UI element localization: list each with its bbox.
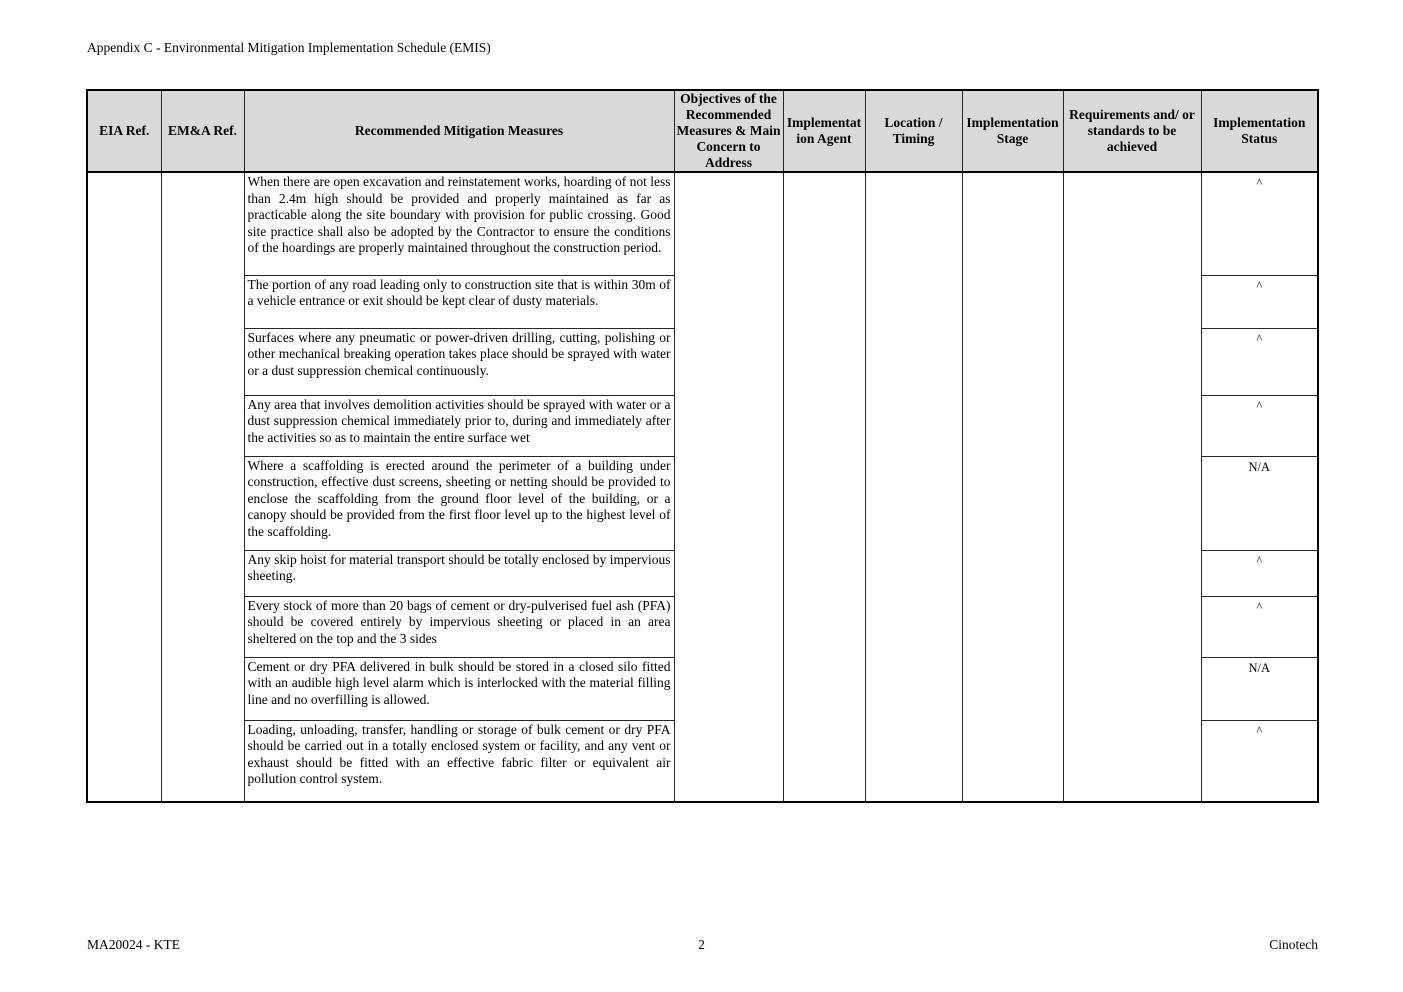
cell-measure: The portion of any road leading only to construction site that is within 30m of a vehicle entrance or exit should be kept clear of dusty materials. [244,275,674,328]
table-header-row [87,90,1318,172]
cell-location-timing [865,172,962,802]
cell-implementation-agent [783,172,865,802]
footer-document-ref: MA20024 - KTE [87,937,180,952]
cell-implementation-status: ^ [1201,550,1318,596]
col-header-implementation-status: Implementation Status [1201,90,1318,172]
cell-objectives [674,172,783,802]
cell-measure: Loading, unloading, transfer, handling or storage of bulk cement or dry PFA should be carried out in a totally enclosed system or facility, and any vent or exhaust should be fitted with an effective fabric filter or equivalent air pollution control system. [244,720,674,802]
cell-implementation-status: N/A [1201,657,1318,720]
cell-implementation-status: ^ [1201,172,1318,275]
col-header-recommended-mitigation-measures: Recommended Mitigation Measures [244,90,674,172]
col-header-location-timing: Location / Timing [865,90,962,172]
cell-requirements-standards [1063,172,1201,802]
cell-implementation-status: ^ [1201,328,1318,395]
footer-company-name: Cinotech [1269,937,1318,952]
emis-table [86,89,1319,803]
table-row [87,172,1318,275]
cell-measure: When there are open excavation and reinstatement works, hoarding of not less than 2.4m high should be provided and properly maintained as far as practicable along the site boundary with provision for public crossing. Good site practice shall also be adopted by the Contractor to ensure the conditions of the hoardings are properly maintained throughout the construction period. [244,172,674,275]
cell-implementation-status: N/A [1201,456,1318,550]
page-title: Appendix C - Environmental Mitigation Implementation Schedule (EMIS) [87,40,491,55]
col-header-implementation-agent: Implementation Agent [783,90,865,172]
col-header-implementation-stage: Implementation Stage [962,90,1063,172]
cell-measure: Any skip hoist for material transport should be totally enclosed by impervious sheeting. [244,550,674,596]
cell-implementation-status: ^ [1201,596,1318,657]
cell-implementation-status: ^ [1201,395,1318,456]
cell-measure: Surfaces where any pneumatic or power-driven drilling, cutting, polishing or other mechanical breaking operation takes place should be sprayed with water or a dust suppression chemical continuously. [244,328,674,395]
cell-implementation-status: ^ [1201,720,1318,802]
cell-measure: Cement or dry PFA delivered in bulk should be stored in a closed silo fitted with an audible high level alarm which is interlocked with the material filling line and no overfilling is allowed. [244,657,674,720]
cell-measure: Every stock of more than 20 bags of cement or dry-pulverised fuel ash (PFA) should be covered entirely by impervious sheeting or placed in an area sheltered on the top and the 3 sides [244,596,674,657]
cell-eia-ref [87,172,161,802]
cell-ema-ref [161,172,244,802]
col-header-eia-ref: EIA Ref. [87,90,161,172]
col-header-ema-ref: EM&A Ref. [161,90,244,172]
cell-implementation-stage [962,172,1063,802]
footer-page-number: 2 [698,937,705,952]
col-header-objectives: Objectives of the Recommended Measures & Main Concern to Address [674,90,783,172]
cell-implementation-status: ^ [1201,275,1318,328]
cell-measure: Any area that involves demolition activities should be sprayed with water or a dust suppression chemical immediately prior to, during and immediately after the activities so as to maintain the entire surface wet [244,395,674,456]
col-header-requirements-standards: Requirements and/ or standards to be achieved [1063,90,1201,172]
cell-measure: Where a scaffolding is erected around the perimeter of a building under construction, effective dust screens, sheeting or netting should be provided to enclose the scaffolding from the ground floor level of the building, or a canopy should be provided from the first floor level up to the highest level of the scaffolding. [244,456,674,550]
